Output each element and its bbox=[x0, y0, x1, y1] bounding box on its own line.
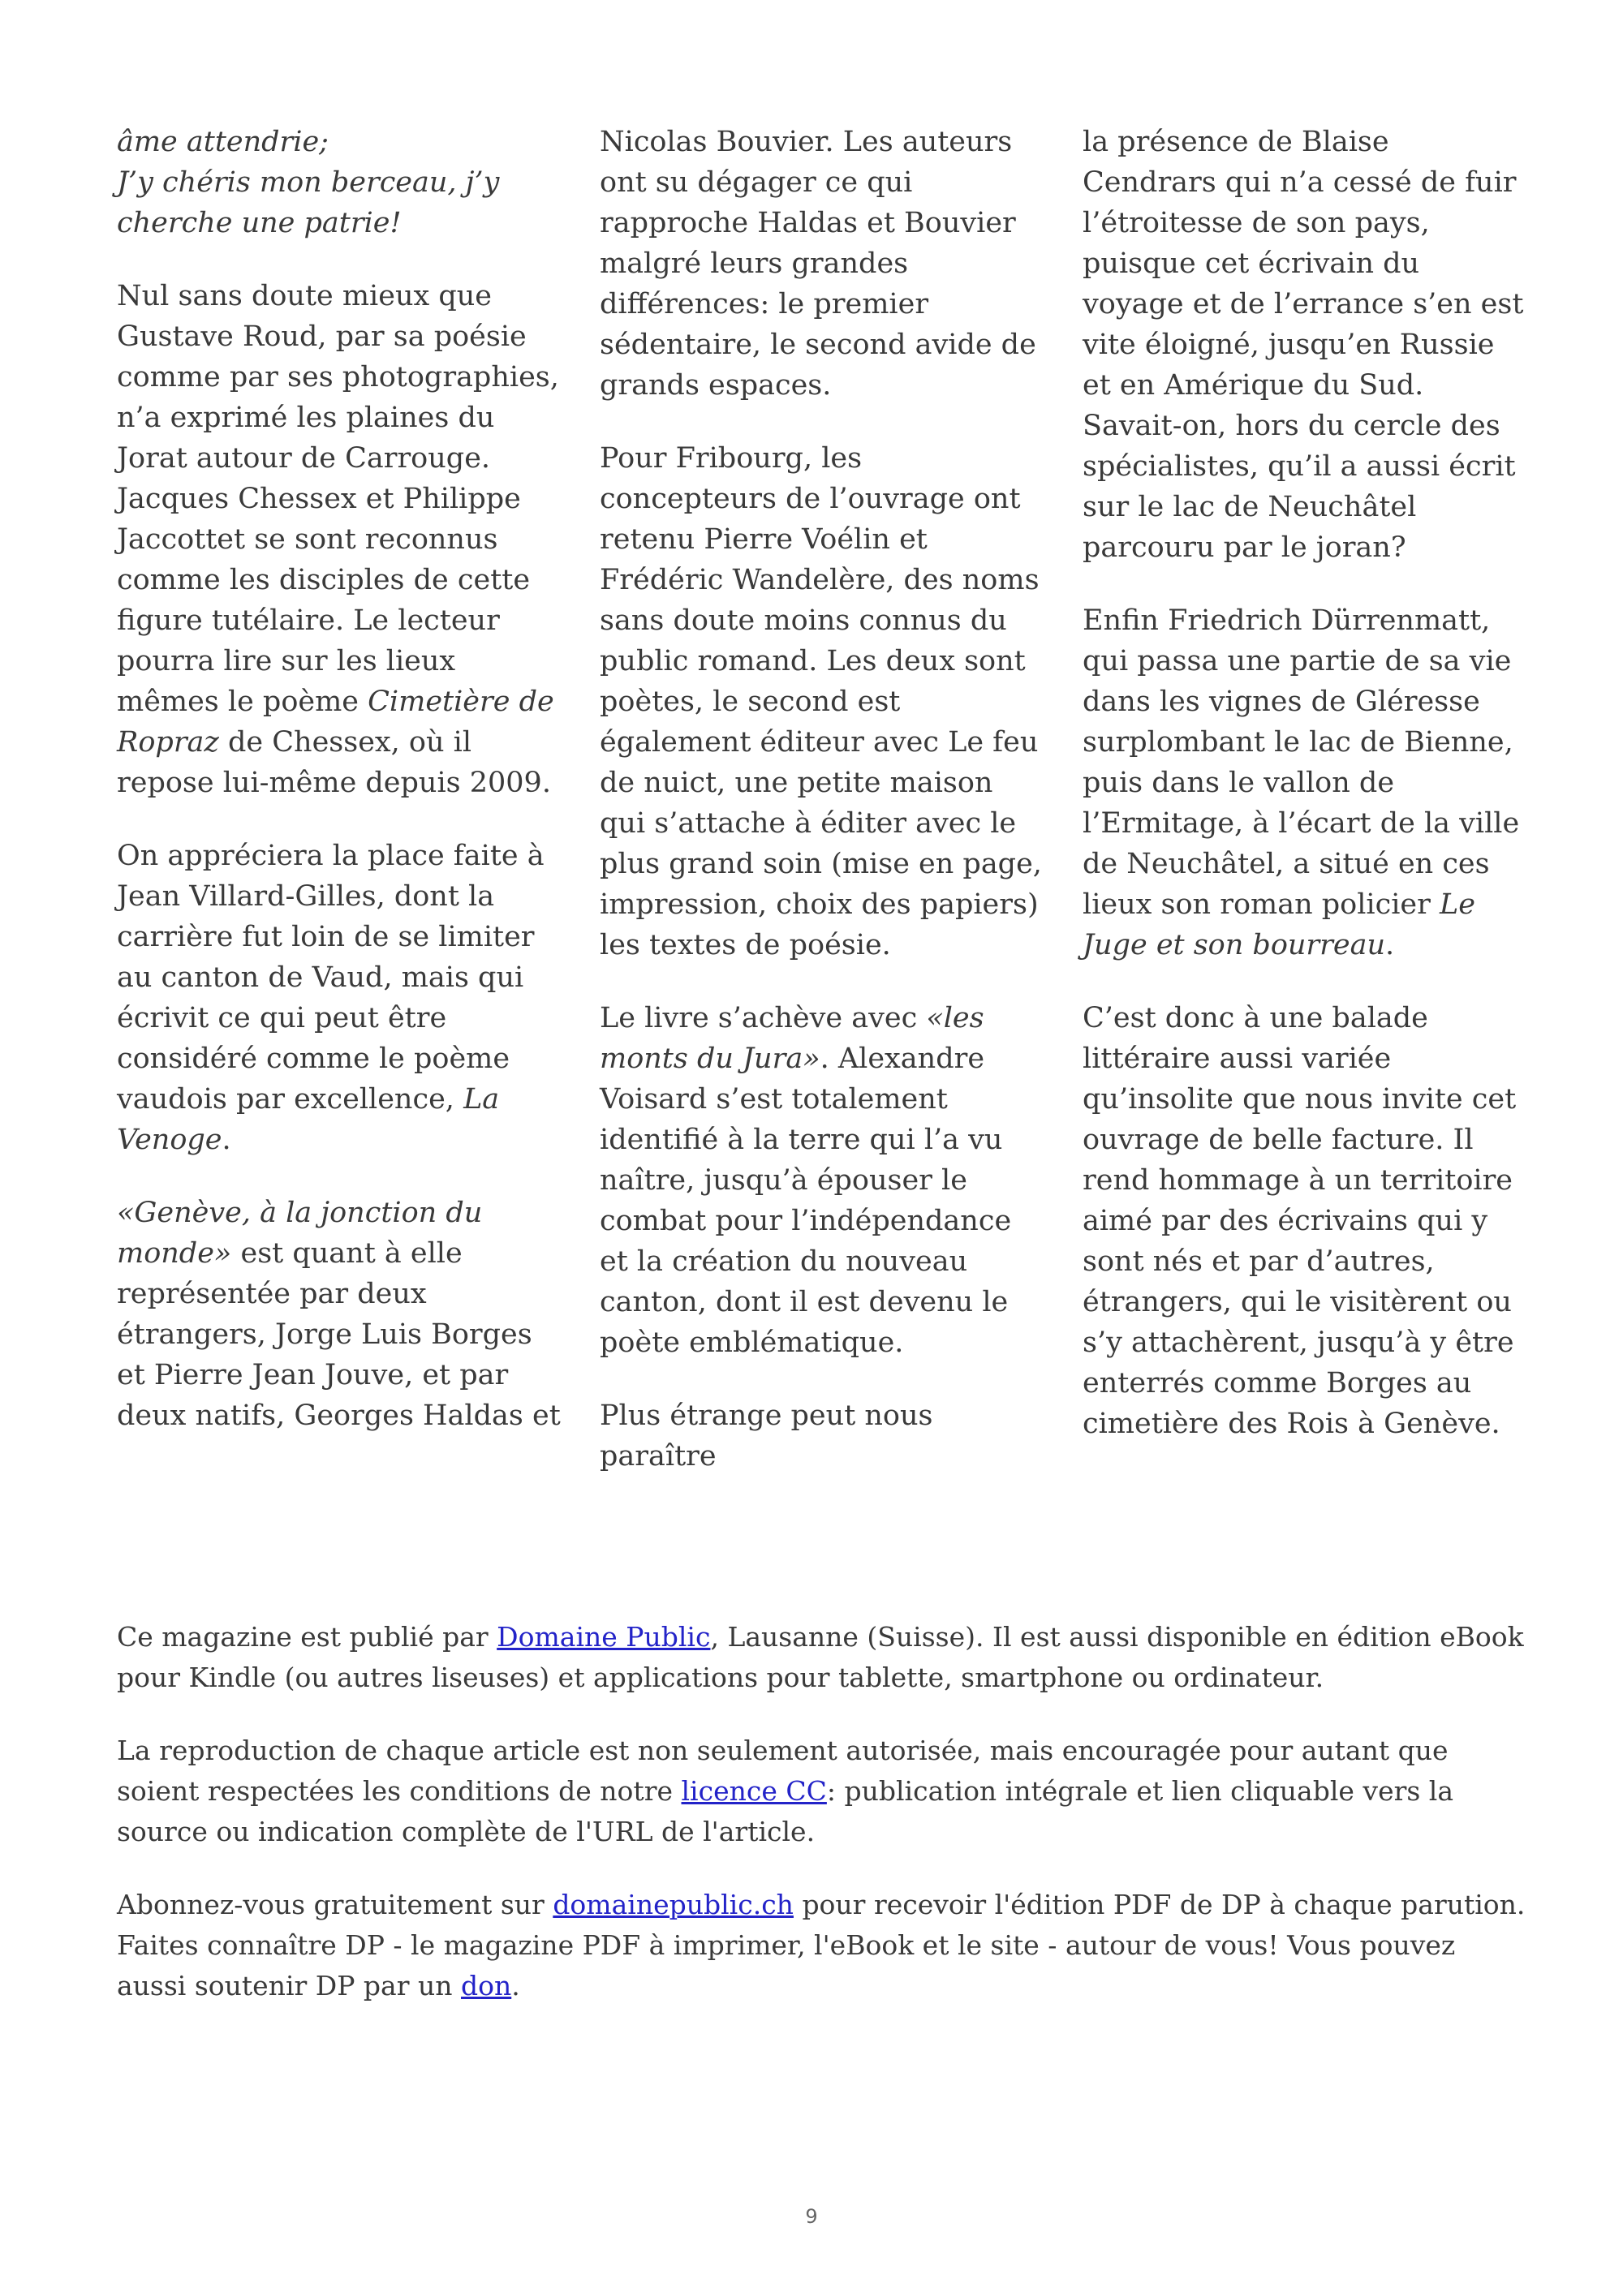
paragraph-text: Nul sans doute mieux que Gustave Roud, par sa poésie comme par ses photographies, n’a exprimé les plaines du Jorat autour de Carrouge. Jacques Chessex et Philippe Jaccottet se sont reconnus comme les disciples de cette figure tutélaire. Le lecteur pourra lire sur les lieux mêmes le poème bbox=[117, 280, 559, 718]
paragraph bbox=[1083, 122, 1529, 568]
licence-cc-link[interactable]: licence CC bbox=[681, 1775, 827, 1807]
section-quote: «les monts du Jura» bbox=[600, 1002, 984, 1075]
paragraph-text: la présence de Blaise Cendrars qui n’a cessé de fuir l’étroitesse de son pays, puisque cet écrivain du voyage et de l’errance s’en est vite éloigné, jusqu’en Russie et en Amérique du Sud. Savait-on, hors du cercle des spécialistes, qu’il a aussi écrit sur le lac de Neuchâtel parcouru par le joran? bbox=[1083, 126, 1524, 564]
paragraph-text: Pour Fribourg, les concepteurs de l’ouvrage ont retenu Pierre Voélin et Frédéric Wandelère, des noms sans doute moins connus du public romand. Les deux sont poètes, le second est également éditeur avec Le feu de nuict, une petite maison qui s’attache à éditer avec le plus grand soin (mise en page, impression, choix des papiers) les textes de poésie. bbox=[600, 442, 1042, 961]
paragraph-text: C’est donc à une balade littéraire aussi variée qu’insolite que nous invite cet ouvrage de belle facture. Il rend hommage à un territoire aimé par des écrivains qui y sont nés et par d’autres, étrangers, qui le visitèrent ou s’y attachèrent, jusqu’à y être enterrés comme Borges au cimetière des Rois à Genève. bbox=[1083, 1002, 1517, 1440]
article-column-1 bbox=[117, 122, 563, 1509]
paragraph bbox=[600, 122, 1046, 406]
paragraph-text: Enfin Friedrich Dürrenmatt, qui passa une partie de sa vie dans les vignes de Gléresse surplombant le lac de Bienne, puis dans le vallon de l’Ermitage, à l’écart de la ville de Neuchâtel, a situé en ces lieux son roman policier bbox=[1083, 604, 1520, 921]
footer-paragraph bbox=[117, 1885, 1529, 2006]
domaine-public-link[interactable]: Domaine Public bbox=[497, 1621, 711, 1653]
footer-paragraph bbox=[117, 1617, 1529, 1698]
paragraph bbox=[1083, 600, 1529, 965]
paragraph bbox=[600, 438, 1046, 965]
work-title: La Venoge bbox=[117, 1083, 500, 1156]
footer-text: . bbox=[511, 1970, 520, 2001]
paragraph bbox=[600, 1395, 1046, 1477]
paragraph-text: . bbox=[1385, 929, 1395, 961]
poem-line: âme attendrie; bbox=[117, 126, 329, 158]
donation-link[interactable]: don bbox=[460, 1970, 512, 2001]
paragraph-text: Le livre s’achève avec bbox=[600, 1002, 918, 1034]
paragraph-text: On appréciera la place faite à Jean Villard-Gilles, dont la carrière fut loin de se limiter au canton de Vaud, mais qui écrivit ce qui peut être considéré comme le poème vaudois par excellence, bbox=[117, 840, 545, 1116]
paragraph bbox=[117, 1193, 563, 1436]
footer-text: : publication intégrale et lien cliquable vers la source ou indication complète de l'URL de l'article. bbox=[117, 1775, 1454, 1847]
footer-text: Ce magazine est publié par bbox=[117, 1621, 489, 1653]
footer-text: La reproduction de chaque article est non seulement autorisée, mais encouragée pour autant que soient respectées les conditions de notre bbox=[117, 1735, 1449, 1807]
paragraph bbox=[600, 998, 1046, 1363]
article-column-3 bbox=[1083, 122, 1529, 1509]
poem-excerpt bbox=[117, 122, 563, 243]
work-title: Cimetière de Ropraz bbox=[117, 686, 554, 759]
domainepublic-ch-link[interactable]: domainepublic.ch bbox=[553, 1889, 794, 1920]
article-column-2 bbox=[600, 122, 1046, 1509]
footer-paragraph bbox=[117, 1731, 1529, 1852]
paragraph-text: de Chessex, où il repose lui-même depuis 2009. bbox=[117, 726, 551, 799]
paragraph bbox=[1083, 998, 1529, 1444]
footer-text: Abonnez-vous gratuitement sur bbox=[117, 1889, 545, 1920]
paragraph bbox=[117, 276, 563, 803]
poem-line: J’y chéris mon berceau, j’y cherche une patrie! bbox=[117, 166, 500, 239]
section-quote: «Genève, à la jonction du monde» bbox=[117, 1197, 483, 1270]
footer-text: , Lausanne (Suisse). Il est aussi disponible en édition eBook pour Kindle (ou autres liseuses) et applications pour tablette, smartphone ou ordinateur. bbox=[117, 1621, 1524, 1693]
paragraph-text: Plus étrange peut nous paraître bbox=[600, 1400, 933, 1473]
paragraph-text: . Alexandre Voisard s’est totalement identifié à la terre qui l’a vu naître, jusqu’à épouser le combat pour l’indépendance et la création du nouveau canton, dont il est devenu le poète emblématique. bbox=[600, 1043, 1012, 1359]
footer-text: pour recevoir l'édition PDF de DP à chaque parution. Faites connaître DP - le magazine PDF à imprimer, l'eBook et le site - autour de vous! Vous pouvez aussi soutenir DP par un bbox=[117, 1889, 1526, 2001]
page-number: 9 bbox=[805, 2205, 818, 2228]
publication-footer bbox=[117, 1617, 1529, 2039]
paragraph-text: Nicolas Bouvier. Les auteurs ont su dégager ce qui rapproche Haldas et Bouvier malgré leurs grandes différences: le premier sédentaire, le second avide de grands espaces. bbox=[600, 126, 1036, 402]
paragraph-text: . bbox=[222, 1124, 231, 1156]
article-columns bbox=[117, 122, 1529, 1509]
work-title: Le Juge et son bourreau bbox=[1083, 888, 1475, 961]
paragraph-text: est quant à elle représentée par deux étrangers, Jorge Luis Borges et Pierre Jean Jouve, et par deux natifs, Georges Haldas et bbox=[117, 1237, 561, 1432]
paragraph bbox=[117, 836, 563, 1160]
